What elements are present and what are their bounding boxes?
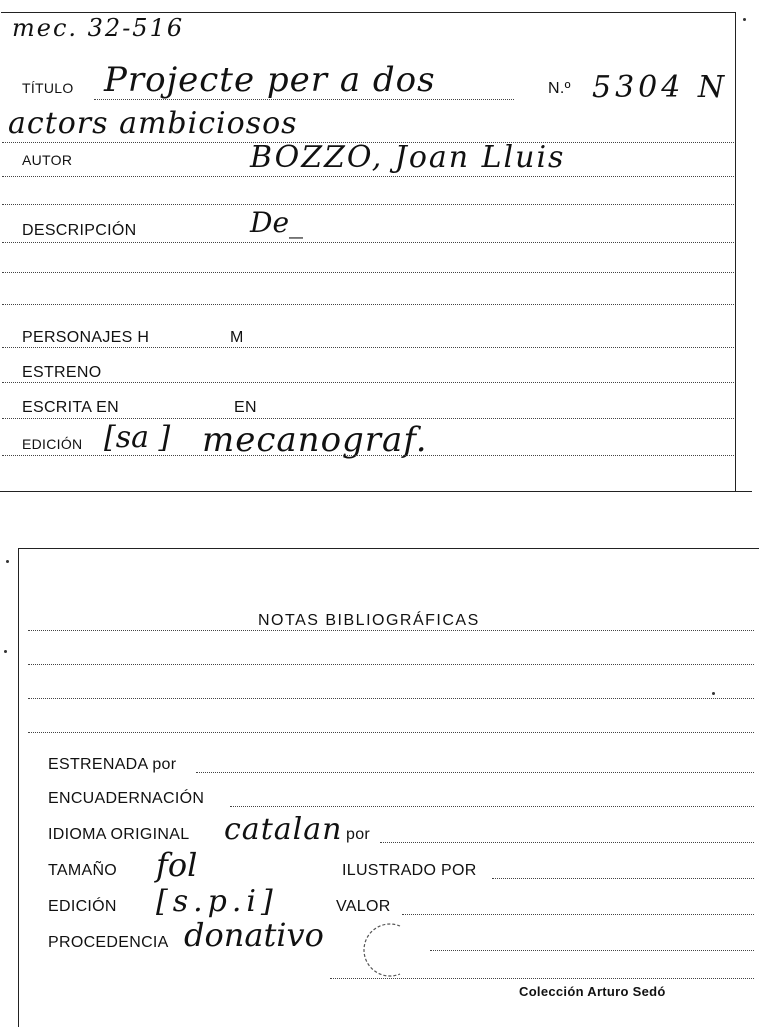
autor-dotline bbox=[2, 176, 734, 177]
autor-value: BOZZO, Joan Lluis bbox=[250, 140, 566, 175]
scan-speck bbox=[743, 18, 746, 21]
titulo-label: TÍTULO bbox=[22, 80, 74, 96]
estrenada-label: ESTRENADA por bbox=[48, 756, 177, 773]
autor-dotline-2 bbox=[2, 204, 734, 205]
descripcion-value: De_ bbox=[250, 206, 304, 239]
estrenada-dotline bbox=[196, 772, 754, 773]
descripcion-dotline bbox=[2, 242, 734, 243]
tamano-label: TAMAÑO bbox=[48, 862, 118, 879]
edicion-back-label: EDICIÓN bbox=[48, 898, 117, 915]
edicion-back-value: [s.p.i] bbox=[156, 884, 278, 919]
valor-label: VALOR bbox=[336, 898, 391, 915]
procedencia-dotline bbox=[430, 950, 754, 951]
titulo-value-line2: actors ambiciosos bbox=[8, 106, 298, 141]
edicion-dotline bbox=[2, 455, 734, 456]
estreno-dotline bbox=[2, 382, 734, 383]
procedencia-value: donativo bbox=[184, 916, 324, 954]
personajes-label: PERSONAJES H bbox=[22, 329, 150, 346]
en-label: EN bbox=[234, 399, 257, 416]
encuadernacion-dotline bbox=[230, 806, 754, 807]
encuadernacion-label: ENCUADERNACIÓN bbox=[48, 790, 205, 807]
call-number: mec. 32-516 bbox=[12, 14, 185, 42]
idioma-por-label: por bbox=[346, 826, 371, 843]
idioma-value: catalan bbox=[224, 812, 343, 847]
card-divider bbox=[0, 491, 752, 492]
stamp-mark bbox=[360, 920, 420, 980]
edicion-label: EDICIÓN bbox=[22, 436, 83, 452]
titulo-dotline bbox=[94, 99, 514, 100]
collection-footer: Colección Arturo Sedó bbox=[519, 984, 666, 999]
autor-label: AUTOR bbox=[22, 152, 73, 168]
tamano-value: fol bbox=[156, 846, 198, 884]
notas-dotline-4 bbox=[28, 732, 754, 733]
procedencia-label: PROCEDENCIA bbox=[48, 934, 169, 951]
edicion-bracket-value: [sa ] bbox=[104, 420, 171, 455]
idioma-label: IDIOMA ORIGINAL bbox=[48, 826, 190, 843]
estreno-label: ESTRENO bbox=[22, 364, 102, 381]
numero-label: N.º bbox=[548, 80, 571, 97]
titulo-value-line1: Projecte per a dos bbox=[104, 60, 436, 100]
scan-speck bbox=[4, 650, 7, 653]
notas-dotline-1 bbox=[28, 630, 754, 631]
descripcion-dotline-3 bbox=[2, 304, 734, 305]
personajes-dotline bbox=[2, 347, 734, 348]
valor-dotline bbox=[402, 914, 754, 915]
personajes-m-label: M bbox=[230, 329, 244, 346]
numero-value: 5304 N bbox=[592, 70, 729, 105]
notas-dotline-2 bbox=[28, 664, 754, 665]
notas-dotline-3 bbox=[28, 698, 754, 699]
descripcion-label: DESCRIPCIÓN bbox=[22, 222, 137, 239]
descripcion-dotline-2 bbox=[2, 272, 734, 273]
notas-heading: NOTAS BIBLIOGRÁFICAS bbox=[258, 612, 480, 629]
escrita-en-label: ESCRITA EN bbox=[22, 399, 119, 416]
escrita-dotline bbox=[2, 418, 734, 419]
scan-speck bbox=[712, 692, 715, 695]
ilustrado-dotline bbox=[492, 878, 754, 879]
ilustrado-label: ILUSTRADO POR bbox=[342, 862, 477, 879]
edicion-value: mecanograf. bbox=[202, 420, 428, 460]
scan-speck bbox=[6, 560, 9, 563]
idioma-dotline bbox=[380, 842, 754, 843]
